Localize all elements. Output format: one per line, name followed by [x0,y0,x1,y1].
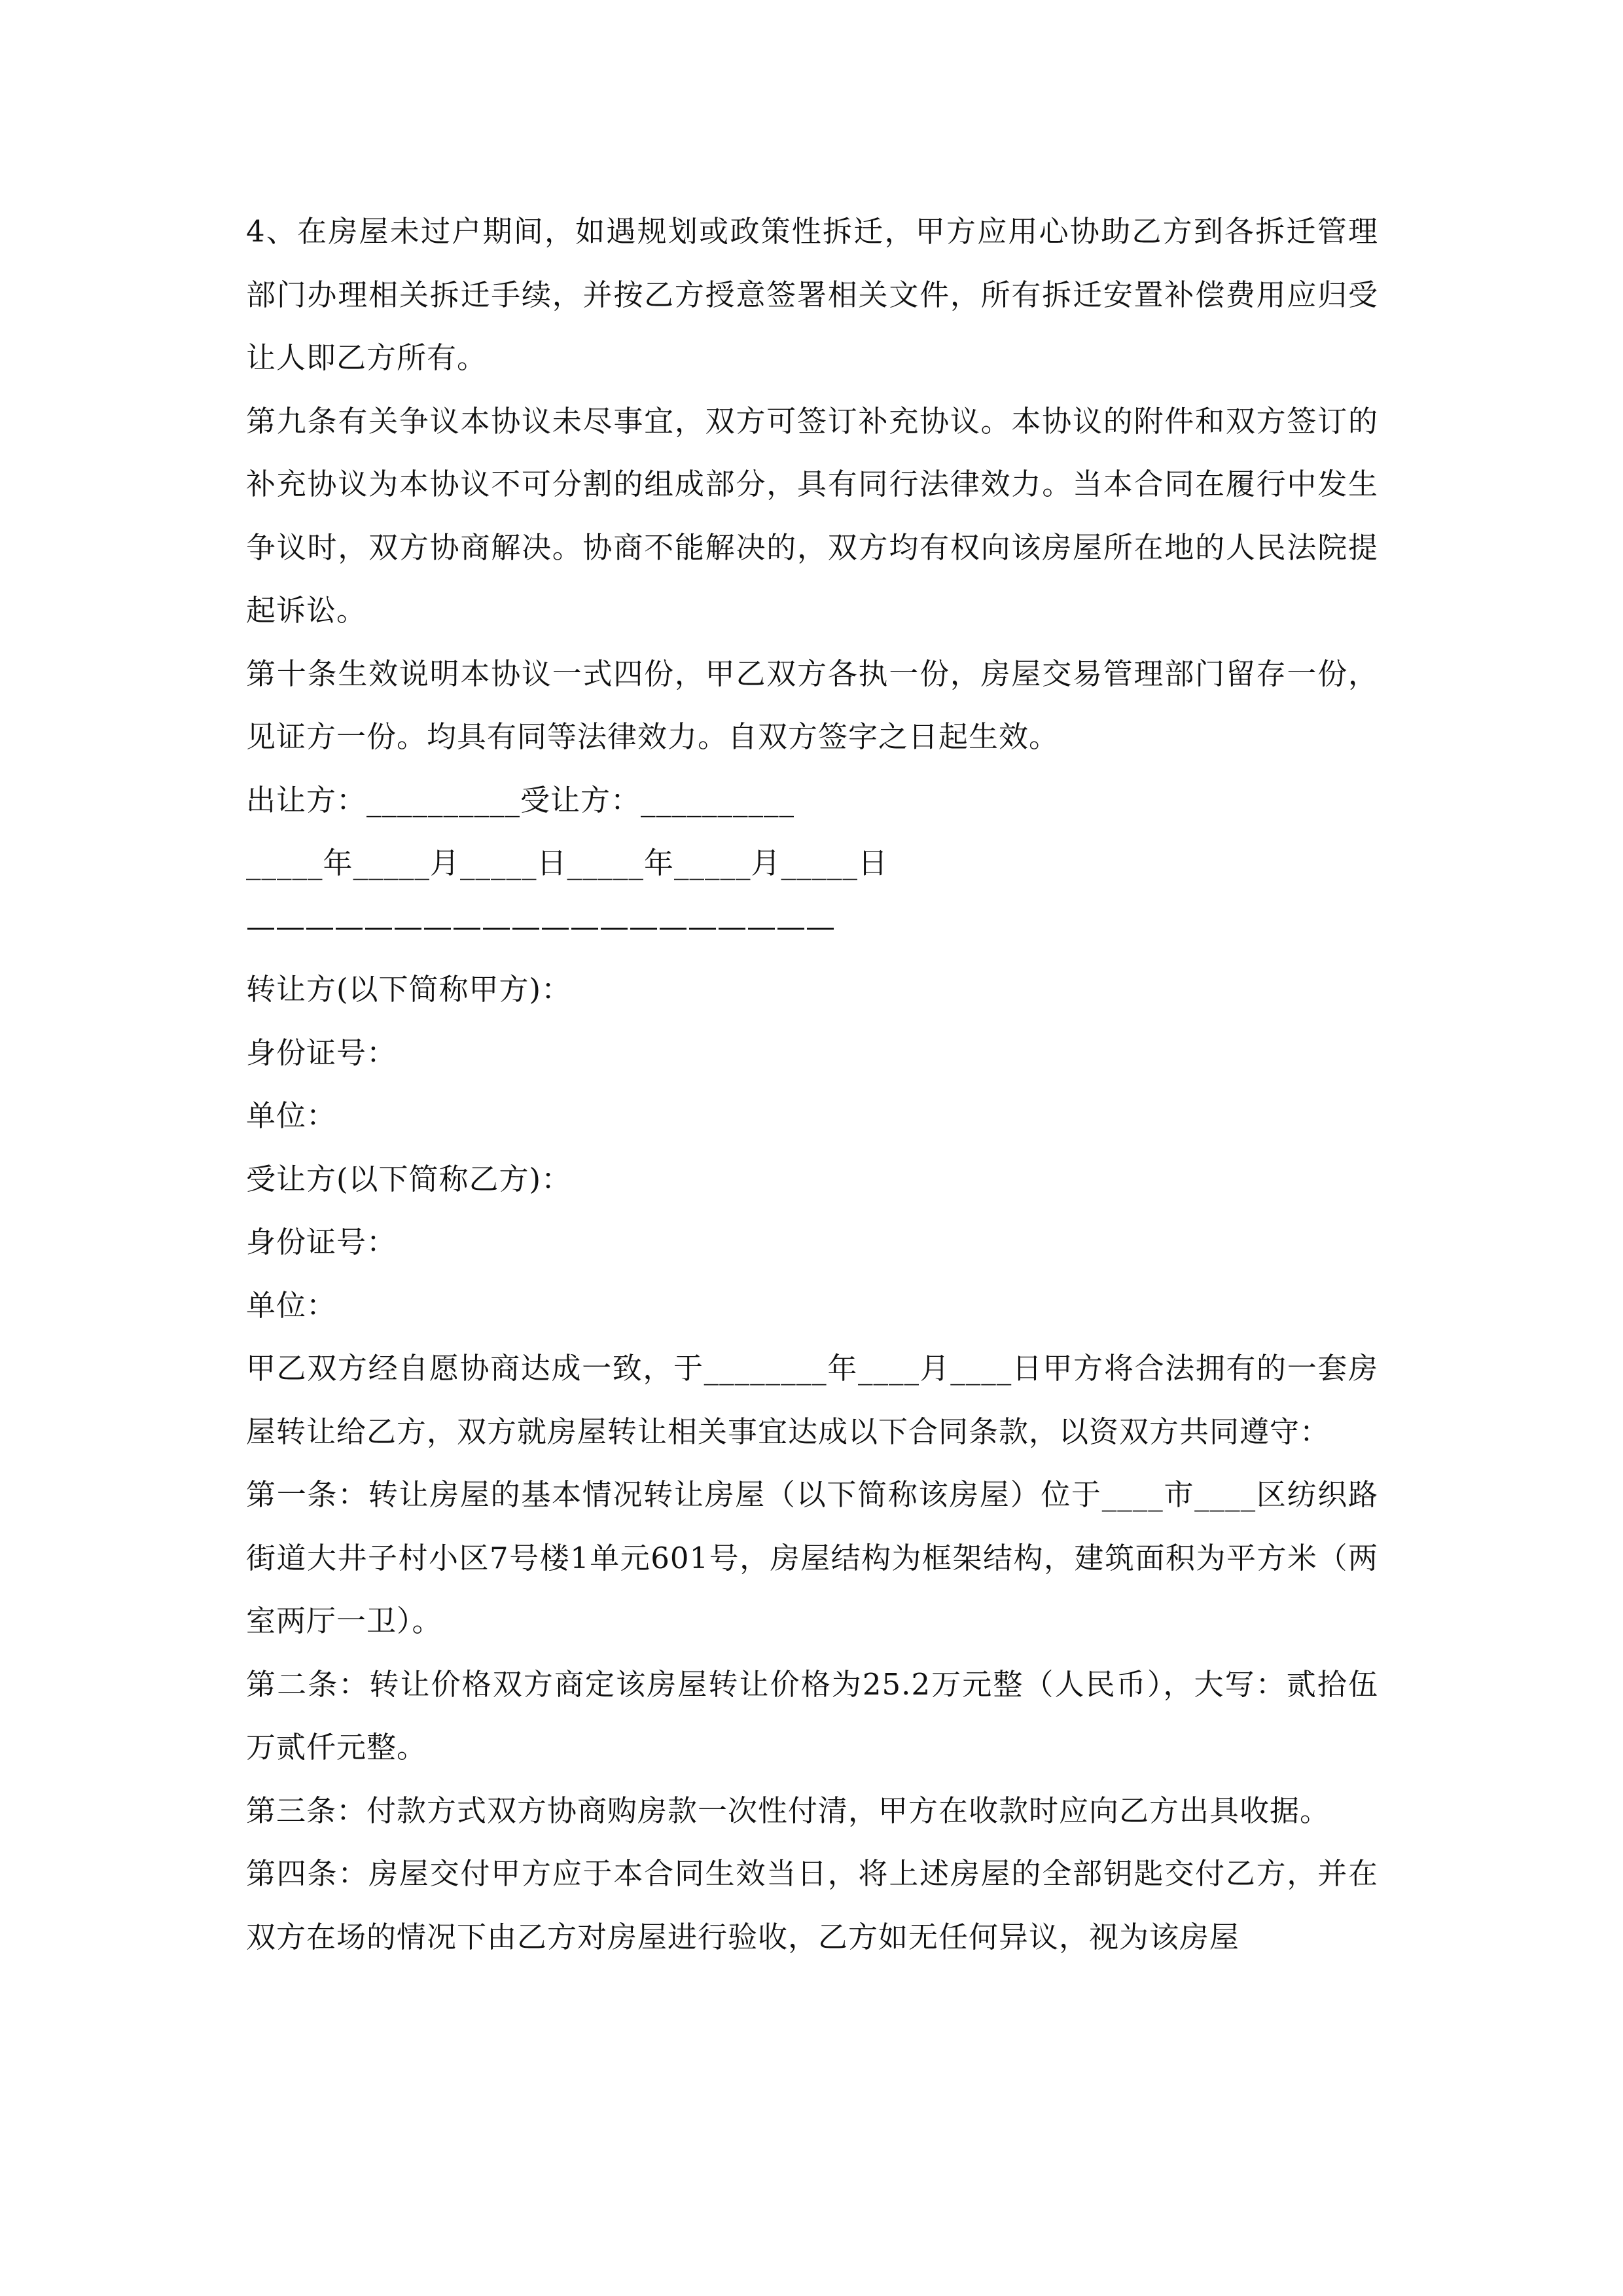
field-transferor: 转让方(以下简称甲方)： [246,972,572,1007]
section-separator: ———————————————————— [246,908,835,944]
paragraph-article-4-delivery: 第四条：房屋交付甲方应于本合同生效当日，将上述房屋的全部钥匙交付乙方，并在双方在场的情况下由乙方对房屋进行验收，乙方如无任何异议，视为该房屋 [246,1856,1378,1954]
field-transferee-unit: 单位： [246,1287,337,1323]
field-transferor-id: 身份证号： [246,1035,397,1070]
signature-line: 出让方：__________受让方：__________ [246,782,795,817]
paragraph-article-3-payment: 第三条：付款方式双方协商购房款一次性付清，甲方在收款时应向乙方出具收据。 [246,1793,1330,1828]
paragraph-demolition: 4、在房屋未过户期间，如遇规划或政策性拆迁，甲方应用心协助乙方到各拆迁管理部门办理相关拆迁手续，并按乙方授意签署相关文件，所有拆迁安置补偿费用应归受让人即乙方所有。 [246,214,1378,375]
field-transferee: 受让方(以下简称乙方)： [246,1161,572,1196]
paragraph-article-1-property: 第一条：转让房屋的基本情况转让房屋（以下简称该房屋）位于____市____区纺织路街道大井子村小区7号楼1单元601号，房屋结构为框架结构，建筑面积为平方米（两室两厅一卫）。 [246,1477,1378,1638]
document-body [246,200,1378,1969]
paragraph-article-2-price: 第二条：转让价格双方商定该房屋转让价格为25.2万元整（人民币），大写：贰拾伍万贰仟元整。 [246,1666,1378,1765]
field-transferor-unit: 单位： [246,1098,337,1133]
field-transferee-id: 身份证号： [246,1225,397,1259]
paragraph-article-9-dispute: 第九条有关争议本协议未尽事宜，双方可签订补充协议。本协议的附件和双方签订的补充协议为本协议不可分割的组成部分，具有同行法律效力。当本合同在履行中发生争议时，双方协商解决。协商不能解决的，双方均有权向该房屋所在地的人民法院提起诉讼。 [246,403,1378,628]
paragraph-article-10-effect: 第十条生效说明本协议一式四份，甲乙双方各执一份，房屋交易管理部门留存一份，见证方一份。均具有同等法律效力。自双方签字之日起生效。 [246,656,1378,754]
paragraph-agreement-intro: 甲乙双方经自愿协商达成一致，于________年____月____日甲方将合法拥有的一套房屋转让给乙方，双方就房屋转让相关事宜达成以下合同条款，以资双方共同遵守： [246,1351,1378,1449]
date-line: _____年_____月_____日_____年_____月_____日 [246,846,889,880]
